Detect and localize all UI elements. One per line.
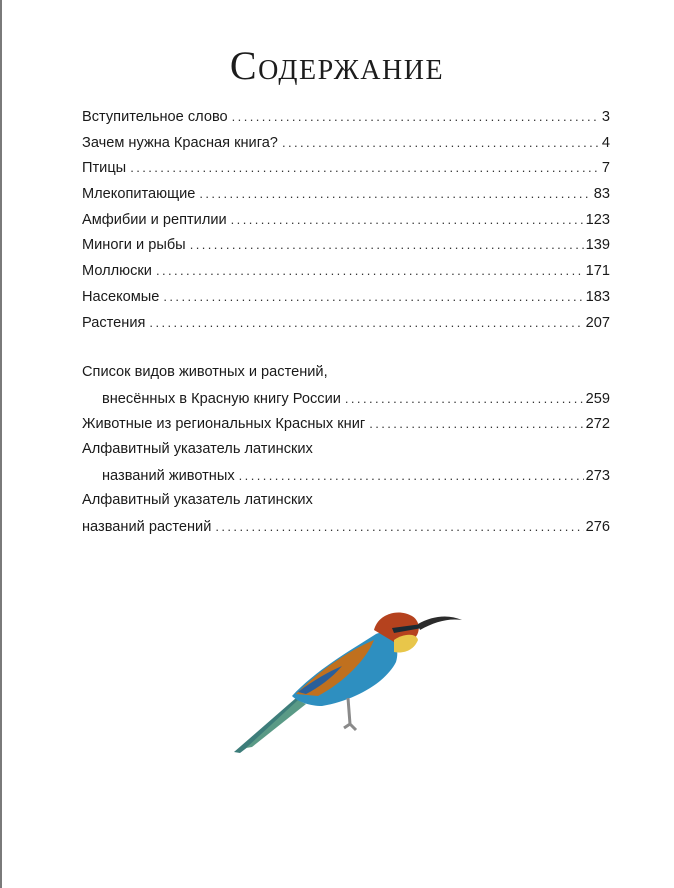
toc-main [82,104,610,335]
toc-page: 83 [593,186,610,203]
toc-label: Список видов животных и растений, [82,364,328,380]
toc-label: Животные из региональных Красных книг [82,416,366,433]
toc-page: 183 [585,288,610,305]
toc-label: Млекопитающие [82,186,196,203]
toc-entry[interactable] [82,386,610,412]
dot-leader [369,411,583,437]
toc-label: Алфавитный указатель латинских [82,492,313,509]
toc-label: Миноги и рыбы [82,237,186,254]
toc-page: 4 [601,134,610,151]
dot-leader [239,463,584,489]
toc-entry[interactable] [82,207,610,233]
toc-page: 259 [585,390,610,407]
bird-beak [418,617,462,630]
toc-entry[interactable] [82,130,610,156]
toc-page: 207 [585,314,610,331]
toc-entry[interactable] [82,411,610,437]
toc-page: 276 [585,519,610,536]
toc-page: 139 [585,237,610,254]
toc-label: Алфавитный указатель латинских [82,441,313,458]
dot-leader [199,181,591,207]
toc-entry[interactable] [82,284,610,310]
toc-label: Растения [82,314,146,331]
toc-label: Амфибии и рептилии [82,211,227,228]
toc-entry[interactable] [82,104,610,130]
page-title: Содержание [229,43,445,88]
toc-entry[interactable] [82,181,610,207]
dot-leader [282,130,600,156]
page-edge [0,0,2,888]
toc-label: названий животных [102,467,235,484]
dot-leader [345,386,584,412]
toc-label: Моллюски [82,263,152,280]
dot-leader [130,155,600,181]
toc-appendix [82,360,610,540]
dot-leader [163,284,583,310]
dot-leader [232,104,600,130]
toc-page: 7 [601,160,610,177]
dot-leader [215,514,583,540]
toc-entry[interactable] [82,463,610,489]
toc-entry[interactable] [82,258,610,284]
dot-leader [190,232,584,258]
bird-tail-feather [246,700,306,748]
toc-label: Вступительное слово [82,109,228,125]
bird-leg [344,698,356,730]
toc-entry[interactable] [82,232,610,258]
toc-label: Насекомые [82,288,160,305]
toc-page: 272 [585,416,610,433]
toc-entry[interactable] [82,514,610,540]
toc-page: 3 [601,109,610,125]
toc-label: названий растений [82,519,212,536]
dot-leader [231,207,584,233]
toc-entry[interactable] [82,310,610,336]
toc-entry-line1[interactable] [82,437,610,463]
toc-entry-line1[interactable] [82,488,610,514]
dot-leader [149,310,583,336]
toc-label: Птицы [82,160,127,177]
toc-page: 273 [585,467,610,484]
toc-entry[interactable] [82,155,610,181]
toc-page: 123 [585,211,610,228]
toc-label: внесённых в Красную книгу России [102,390,341,407]
toc-label: Зачем нужна Красная книга? [82,134,278,151]
dot-leader [156,258,584,284]
toc-entry-line1[interactable] [82,360,610,386]
toc-page: 171 [585,263,610,280]
bee-eater-illustration [226,600,466,760]
